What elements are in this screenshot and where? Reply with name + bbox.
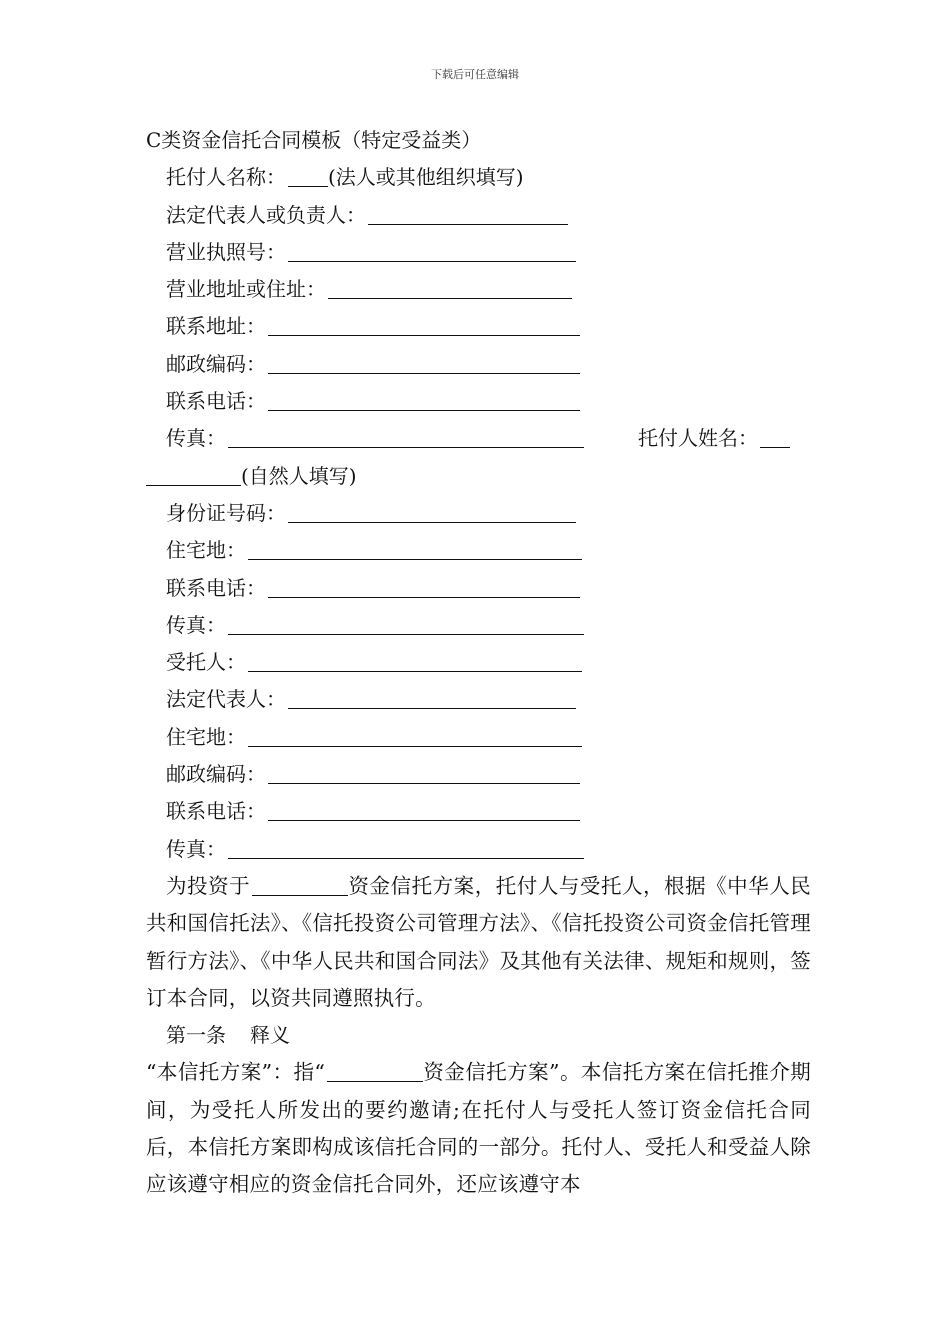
field-blank[interactable] [288,500,576,523]
trustor-person-continuation [146,458,811,495]
field-label: 身份证号码： [166,500,286,525]
form-field-row [146,346,811,383]
field-label: 住宅地： [166,724,246,749]
fax-label: 传真： [166,426,226,451]
field-label: 传真： [166,612,226,637]
definition-post: 资金信托方案”。本信托方案在信托推介期间，为受托人所发出的要约邀请;在托付人与受托人签订资金信托合同后，本信托方案即构成该信托合同的一部分。托付人、受托人和受益人除应该遵守相应的资金信托合同外，还应该遵守本 [146,1060,811,1197]
form-field-row [146,532,811,569]
form-field-row [146,495,811,532]
field-blank[interactable] [288,164,328,187]
field-blank[interactable] [368,202,568,225]
field-blank[interactable] [248,649,582,672]
field-blank[interactable] [248,724,582,747]
trustor-person-blank[interactable] [760,425,790,448]
form-field-row [146,719,811,756]
field-blank[interactable] [228,612,584,635]
trustor-person-label: 托付人姓名： [638,426,758,451]
field-label: 传真： [166,836,226,861]
article-name: 释义 [250,1023,290,1048]
field-note: (法人或其他组织填写) [328,165,524,190]
definition-pre: “本信托方案”：指“ [146,1060,326,1085]
trustor-org-fields [146,159,811,420]
form-field-row [146,831,811,868]
field-label: 住宅地： [166,538,246,563]
field-blank[interactable] [268,313,580,336]
document-body [146,122,811,1204]
form-field-row [146,607,811,644]
field-label: 联系电话： [166,799,266,824]
field-blank[interactable] [328,276,572,299]
field-label: 邮政编码： [166,762,266,787]
form-field-row [146,308,811,345]
definition-paragraph [146,1054,811,1203]
field-label: 受托人： [166,650,246,675]
trustor-person-blank-2[interactable] [146,463,241,486]
field-blank[interactable] [288,239,576,262]
field-blank[interactable] [268,798,580,821]
form-field-row [146,756,811,793]
intro-pre: 为投资于 [166,873,251,898]
field-label: 联系电话： [166,575,266,600]
form-field-row [146,793,811,830]
field-label: 托付人名称： [166,165,286,190]
fax-blank[interactable] [228,425,584,448]
form-field-row [146,644,811,681]
natural-person-note: (自然人填写) [241,463,357,488]
field-blank[interactable] [248,537,582,560]
field-label: 法定代表人： [166,687,286,712]
intro-post: 资金信托方案，托付人与受托人，根据《中华人民共和国信托法》、《信托投资公司管理方法》、《信托投资公司资金信托管理暂行方法》、《中华人民共和国合同法》及其他有关法律、规矩和规则，签订本合同，以资共同遵照执行。 [146,873,811,1010]
field-label: 联系地址： [166,314,266,339]
field-blank[interactable] [268,388,580,411]
form-field-row [146,159,811,196]
form-field-row [146,570,811,607]
intro-paragraph [146,868,811,1017]
fax-row [146,420,811,457]
field-blank[interactable] [268,761,580,784]
definition-blank[interactable] [327,1059,423,1082]
article-number: 第一条 [166,1023,226,1048]
article-1-heading [146,1017,811,1054]
field-blank[interactable] [268,351,580,374]
field-label: 法定代表人或负责人： [166,202,366,227]
scheme-name-blank[interactable] [252,873,348,896]
form-field-row [146,271,811,308]
field-label: 营业执照号： [166,239,286,264]
field-blank[interactable] [288,686,576,709]
form-field-row [146,681,811,718]
field-label: 联系电话： [166,389,266,414]
field-blank[interactable] [268,575,580,598]
trustee-fields [146,495,811,868]
form-field-row [146,197,811,234]
field-blank[interactable] [228,836,584,859]
document-title: C类资金信托合同模板（特定受益类） [146,128,482,152]
page-header: 下载后可任意编辑 [431,68,519,81]
field-label: 营业地址或住址： [166,277,326,302]
form-field-row [146,234,811,271]
form-field-row [146,383,811,420]
field-label: 邮政编码： [166,351,266,376]
